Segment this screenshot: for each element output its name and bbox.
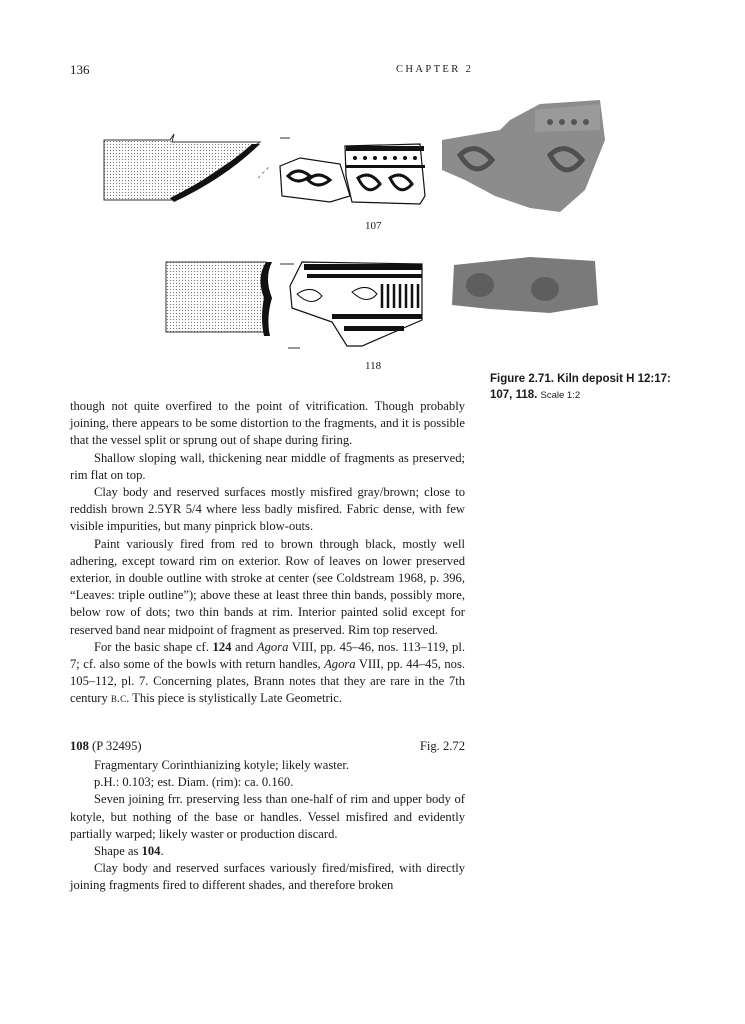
cross-ref: 104	[141, 844, 161, 859]
profile-drawing-118	[160, 258, 300, 358]
citation: Agora	[256, 639, 289, 654]
era-abbrev: b.c.	[110, 691, 130, 706]
cross-ref: 124	[212, 639, 232, 654]
entry-number: 108	[70, 739, 89, 753]
paragraph-comparanda	[70, 639, 465, 708]
figure-caption	[490, 371, 690, 404]
text: This piece is stylistically Late Geometric.	[129, 691, 342, 706]
body-text-block	[70, 398, 465, 708]
text: and	[231, 639, 257, 654]
paragraph: Seven joining frr. preserving less than one-half of rim and upper body of kotyle, but nothing of the base or handles. Vessel misfired and evidently partially warped; likely waster or production discard.	[70, 792, 465, 841]
citation: Agora	[324, 657, 356, 672]
paragraph: Paint variously fired from red to brown through black, mostly well adhering, except toward rim on exterior. Row of leaves on lower preserved exterior, in double outline with stroke at center (see Coldstream 1968, p. 396, “Leaves: triple outline”); above these at least three thin bands, possibly more, below row of dots; two thin bands at rim. Interior painted solid except for reserved band near midpoint of fragment as preserved. Rim top reserved.	[70, 536, 465, 637]
inventory-number: (P 32495)	[88, 739, 142, 753]
text: Shape as	[94, 844, 142, 859]
paragraph: Clay body and reserved surfaces mostly misfired gray/brown; close to reddish brown 2.5YR 5/4 where less badly misfired. Fabric dense, with few visible impurities, but many pinprick blow-outs.	[70, 485, 465, 534]
text: VIII, pp. 45–46, nos. 113–119, pl. 7; cf. also some of the bowls with return handles,	[70, 639, 465, 672]
figure-label-118: 118	[365, 360, 382, 372]
paragraph-shape	[70, 843, 465, 860]
figure-label-107: 107	[365, 220, 382, 232]
caption-title: Figure 2.71. Kiln deposit H 12:17: 107, 118.	[490, 373, 671, 401]
figure-reference: Fig. 2.72	[419, 739, 465, 753]
text: For the basic shape cf.	[94, 639, 213, 654]
catalog-entry-heading	[70, 738, 465, 755]
text: .	[160, 844, 164, 859]
fragment-drawing-118	[282, 258, 427, 350]
fragment-drawing-107	[270, 136, 430, 211]
profile-drawing-107	[100, 128, 290, 218]
page-number: 136	[70, 62, 90, 77]
text: VIII, pp. 44–45, nos. 105–112, pl. 7. Concerning plates, Brann notes that they are rare in the 7th century	[70, 657, 465, 706]
paragraph: p.H.: 0.103; est. Diam. (rim): ca. 0.160.	[94, 775, 294, 790]
entry-text-block	[70, 757, 465, 895]
photo-118	[450, 255, 600, 315]
photo-107	[440, 100, 615, 215]
paragraph: Fragmentary Corinthianizing kotyle; likely waster.	[94, 758, 349, 772]
chapter-heading: CHAPTER 2	[396, 64, 474, 75]
caption-scale: Scale 1:2	[540, 390, 581, 401]
paragraph: Shallow sloping wall, thickening near middle of fragments as preserved; rim flat on top.	[70, 450, 465, 482]
paragraph: though not quite overfired to the point of vitrification. Though probably joining, there appears to be some distortion to the fragments, and it is possible that the vessel split or sprung out of shape during firing.	[70, 399, 465, 448]
paragraph: Clay body and reserved surfaces variously fired/misfired, with directly joining fragments fired to different shades, and therefore broken	[70, 861, 465, 893]
